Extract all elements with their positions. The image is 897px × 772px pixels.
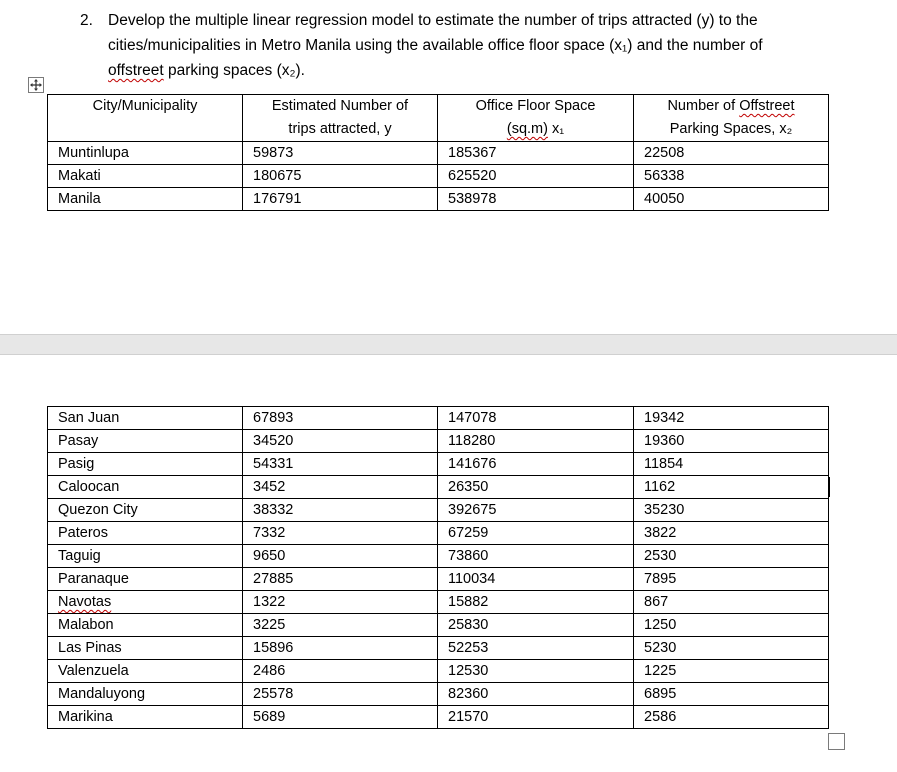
- question-number: 2.: [80, 12, 93, 29]
- cell-trips[interactable]: 3225: [243, 614, 438, 637]
- table-row: [48, 706, 829, 729]
- cell-city[interactable]: Pateros: [48, 522, 243, 545]
- cell-parking[interactable]: 56338: [634, 165, 829, 188]
- table-row: [48, 591, 829, 614]
- cell-city[interactable]: Caloocan: [48, 476, 243, 499]
- cell-city[interactable]: San Juan: [48, 407, 243, 430]
- cell-city[interactable]: Marikina: [48, 706, 243, 729]
- cell-city[interactable]: Quezon City: [48, 499, 243, 522]
- cell-trips[interactable]: 3452: [243, 476, 438, 499]
- header-city[interactable]: City/Municipality: [48, 95, 243, 142]
- table-row: [48, 430, 829, 453]
- cell-floor-space[interactable]: 141676: [438, 453, 634, 476]
- cell-parking[interactable]: 22508: [634, 142, 829, 165]
- cell-parking[interactable]: 3822: [634, 522, 829, 545]
- header-parking[interactable]: Number of Offstreet Parking Spaces, x₂: [634, 95, 829, 142]
- cell-city[interactable]: Paranaque: [48, 568, 243, 591]
- cell-parking[interactable]: 867: [634, 591, 829, 614]
- cell-floor-space[interactable]: 73860: [438, 545, 634, 568]
- cell-floor-space[interactable]: 21570: [438, 706, 634, 729]
- table-row: [48, 499, 829, 522]
- cell-trips[interactable]: 25578: [243, 683, 438, 706]
- table-row: [48, 568, 829, 591]
- cell-trips[interactable]: 2486: [243, 660, 438, 683]
- cell-floor-space[interactable]: 26350: [438, 476, 634, 499]
- cell-parking[interactable]: 6895: [634, 683, 829, 706]
- table-row: [48, 522, 829, 545]
- header-floor-space[interactable]: Office Floor Space (sq.m) x₁: [438, 95, 634, 142]
- cell-trips[interactable]: 38332: [243, 499, 438, 522]
- cell-trips[interactable]: 9650: [243, 545, 438, 568]
- cell-floor-space[interactable]: 25830: [438, 614, 634, 637]
- cell-trips[interactable]: 7332: [243, 522, 438, 545]
- cell-floor-space[interactable]: 392675: [438, 499, 634, 522]
- cell-parking[interactable]: 2586: [634, 706, 829, 729]
- question-text-part2: parking spaces (x₂).: [163, 62, 305, 79]
- table-header-row: [48, 95, 829, 142]
- cell-floor-space[interactable]: 185367: [438, 142, 634, 165]
- cell-parking[interactable]: 1225: [634, 660, 829, 683]
- cell-floor-space[interactable]: 12530: [438, 660, 634, 683]
- cell-city[interactable]: Mandaluyong: [48, 683, 243, 706]
- cell-city[interactable]: Pasay: [48, 430, 243, 453]
- cell-floor-space[interactable]: 52253: [438, 637, 634, 660]
- cell-parking[interactable]: 19342: [634, 407, 829, 430]
- question-text: [108, 8, 818, 83]
- cell-floor-space[interactable]: 625520: [438, 165, 634, 188]
- cell-floor-space[interactable]: 118280: [438, 430, 634, 453]
- table-row: [48, 453, 829, 476]
- cell-trips[interactable]: 67893: [243, 407, 438, 430]
- cell-city[interactable]: Valenzuela: [48, 660, 243, 683]
- table-row: [48, 545, 829, 568]
- table-row: [48, 142, 829, 165]
- cell-floor-space[interactable]: 147078: [438, 407, 634, 430]
- cell-parking[interactable]: 1162: [634, 476, 829, 499]
- table-row: [48, 614, 829, 637]
- cell-floor-space[interactable]: 15882: [438, 591, 634, 614]
- cell-city[interactable]: Muntinlupa: [48, 142, 243, 165]
- cell-city[interactable]: Taguig: [48, 545, 243, 568]
- cell-parking[interactable]: 11854: [634, 453, 829, 476]
- spellcheck-word[interactable]: Navotas: [58, 594, 112, 610]
- cell-trips[interactable]: 34520: [243, 430, 438, 453]
- table-row: [48, 188, 829, 211]
- cell-parking[interactable]: 19360: [634, 430, 829, 453]
- cell-parking[interactable]: 35230: [634, 499, 829, 522]
- cell-city[interactable]: Las Pinas: [48, 637, 243, 660]
- cell-city[interactable]: [48, 591, 243, 614]
- cell-city[interactable]: Manila: [48, 188, 243, 211]
- spellcheck-word[interactable]: offstreet: [108, 62, 164, 79]
- cell-trips[interactable]: 59873: [243, 142, 438, 165]
- cell-trips[interactable]: 54331: [243, 453, 438, 476]
- data-table-top: [47, 94, 829, 211]
- table-row: [48, 660, 829, 683]
- cell-city[interactable]: Makati: [48, 165, 243, 188]
- cell-trips[interactable]: 15896: [243, 637, 438, 660]
- cell-floor-space[interactable]: 538978: [438, 188, 634, 211]
- cell-parking[interactable]: 40050: [634, 188, 829, 211]
- page-break-gap: [0, 334, 897, 355]
- cell-floor-space[interactable]: 82360: [438, 683, 634, 706]
- cell-parking[interactable]: 7895: [634, 568, 829, 591]
- question-text-part1: Develop the multiple linear regression model to estimate the number of trips attracted (y) to the cities/municipalities in Metro Manila using the available office floor space (x₁) and the number of: [108, 12, 763, 54]
- cell-trips[interactable]: 176791: [243, 188, 438, 211]
- text-cursor: [829, 477, 830, 497]
- table-row: [48, 165, 829, 188]
- table-row: [48, 683, 829, 706]
- table-move-icon[interactable]: [28, 77, 44, 93]
- cell-trips[interactable]: 180675: [243, 165, 438, 188]
- table-row: [48, 407, 829, 430]
- cell-trips[interactable]: 1322: [243, 591, 438, 614]
- cell-parking[interactable]: 2530: [634, 545, 829, 568]
- cell-floor-space[interactable]: 110034: [438, 568, 634, 591]
- cell-parking[interactable]: 5230: [634, 637, 829, 660]
- cell-city[interactable]: Pasig: [48, 453, 243, 476]
- table-row: [48, 637, 829, 660]
- cell-trips[interactable]: 5689: [243, 706, 438, 729]
- cell-parking[interactable]: 1250: [634, 614, 829, 637]
- cell-floor-space[interactable]: 67259: [438, 522, 634, 545]
- data-table-bottom: [47, 406, 829, 729]
- cell-trips[interactable]: 27885: [243, 568, 438, 591]
- header-trips[interactable]: Estimated Number of trips attracted, y: [243, 95, 438, 142]
- cell-city[interactable]: Malabon: [48, 614, 243, 637]
- table-resize-icon[interactable]: [828, 733, 845, 750]
- table-row: [48, 476, 829, 499]
